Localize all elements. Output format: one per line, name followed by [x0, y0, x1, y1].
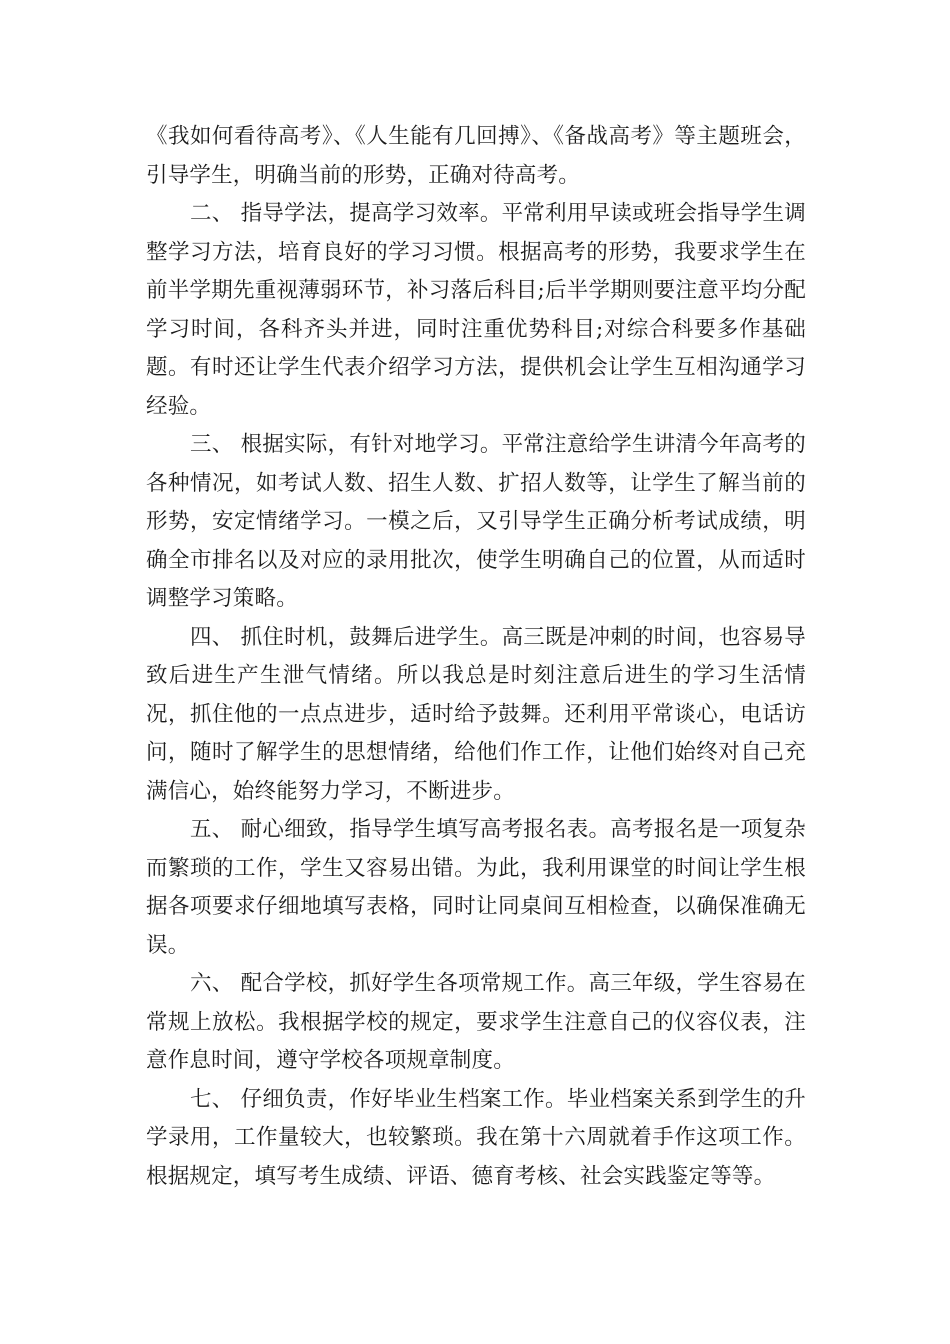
paragraph-intro: 《我如何看待高考》、《人生能有几回搏》、《备战高考》等主题班会，引导学生，明确当前的形势，正确对待高考。	[146, 124, 806, 188]
paragraph-section-7: 七、 仔细负责，作好毕业生档案工作。毕业档案关系到学生的升学录用，工作量较大，也较繁琐。我在第十六周就着手作这项工作。根据规定，填写考生成绩、评语、德育考核、社会实践鉴定等等。	[146, 1086, 806, 1189]
paragraph-section-2: 二、 指导学法，提高学习效率。平常利用早读或班会指导学生调整学习方法，培育良好的学习习惯。根据高考的形势，我要求学生在前半学期先重视薄弱环节，补习落后科目;后半学期则要注意平均分配学习时间，各科齐头并进，同时注重优势科目;对综合科要多作基础题。有时还让学生代表介绍学习方法，提供机会让学生互相沟通学习经验。	[146, 201, 806, 419]
paragraph-section-3: 三、 根据实际，有针对地学习。平常注意给学生讲清今年高考的各种情况，如考试人数、招生人数、扩招人数等，让学生了解当前的形势，安定情绪学习。一模之后，又引导学生正确分析考试成绩，明确全市排名以及对应的录用批次，使学生明确自己的位置，从而适时调整学习策略。	[146, 432, 806, 611]
paragraph-section-6: 六、 配合学校，抓好学生各项常规工作。高三年级，学生容易在常规上放松。我根据学校的规定，要求学生注意自己的仪容仪表，注意作息时间，遵守学校各项规章制度。	[146, 971, 806, 1073]
document-page	[146, 118, 806, 1196]
paragraph-section-4: 四、 抓住时机，鼓舞后进学生。高三既是冲刺的时间，也容易导致后进生产生泄气情绪。所以我总是时刻注意后进生的学习生活情况，抓住他的一点点进步，适时给予鼓舞。还利用平常谈心，电话访问，随时了解学生的思想情绪，给他们作工作，让他们始终对自己充满信心，始终能努力学习，不断进步。	[146, 624, 806, 804]
paragraph-section-5: 五、 耐心细致，指导学生填写高考报名表。高考报名是一项复杂而繁琐的工作，学生又容易出错。为此，我利用课堂的时间让学生根据各项要求仔细地填写表格，同时让同桌间互相检查，以确保准确无误。	[146, 817, 806, 958]
